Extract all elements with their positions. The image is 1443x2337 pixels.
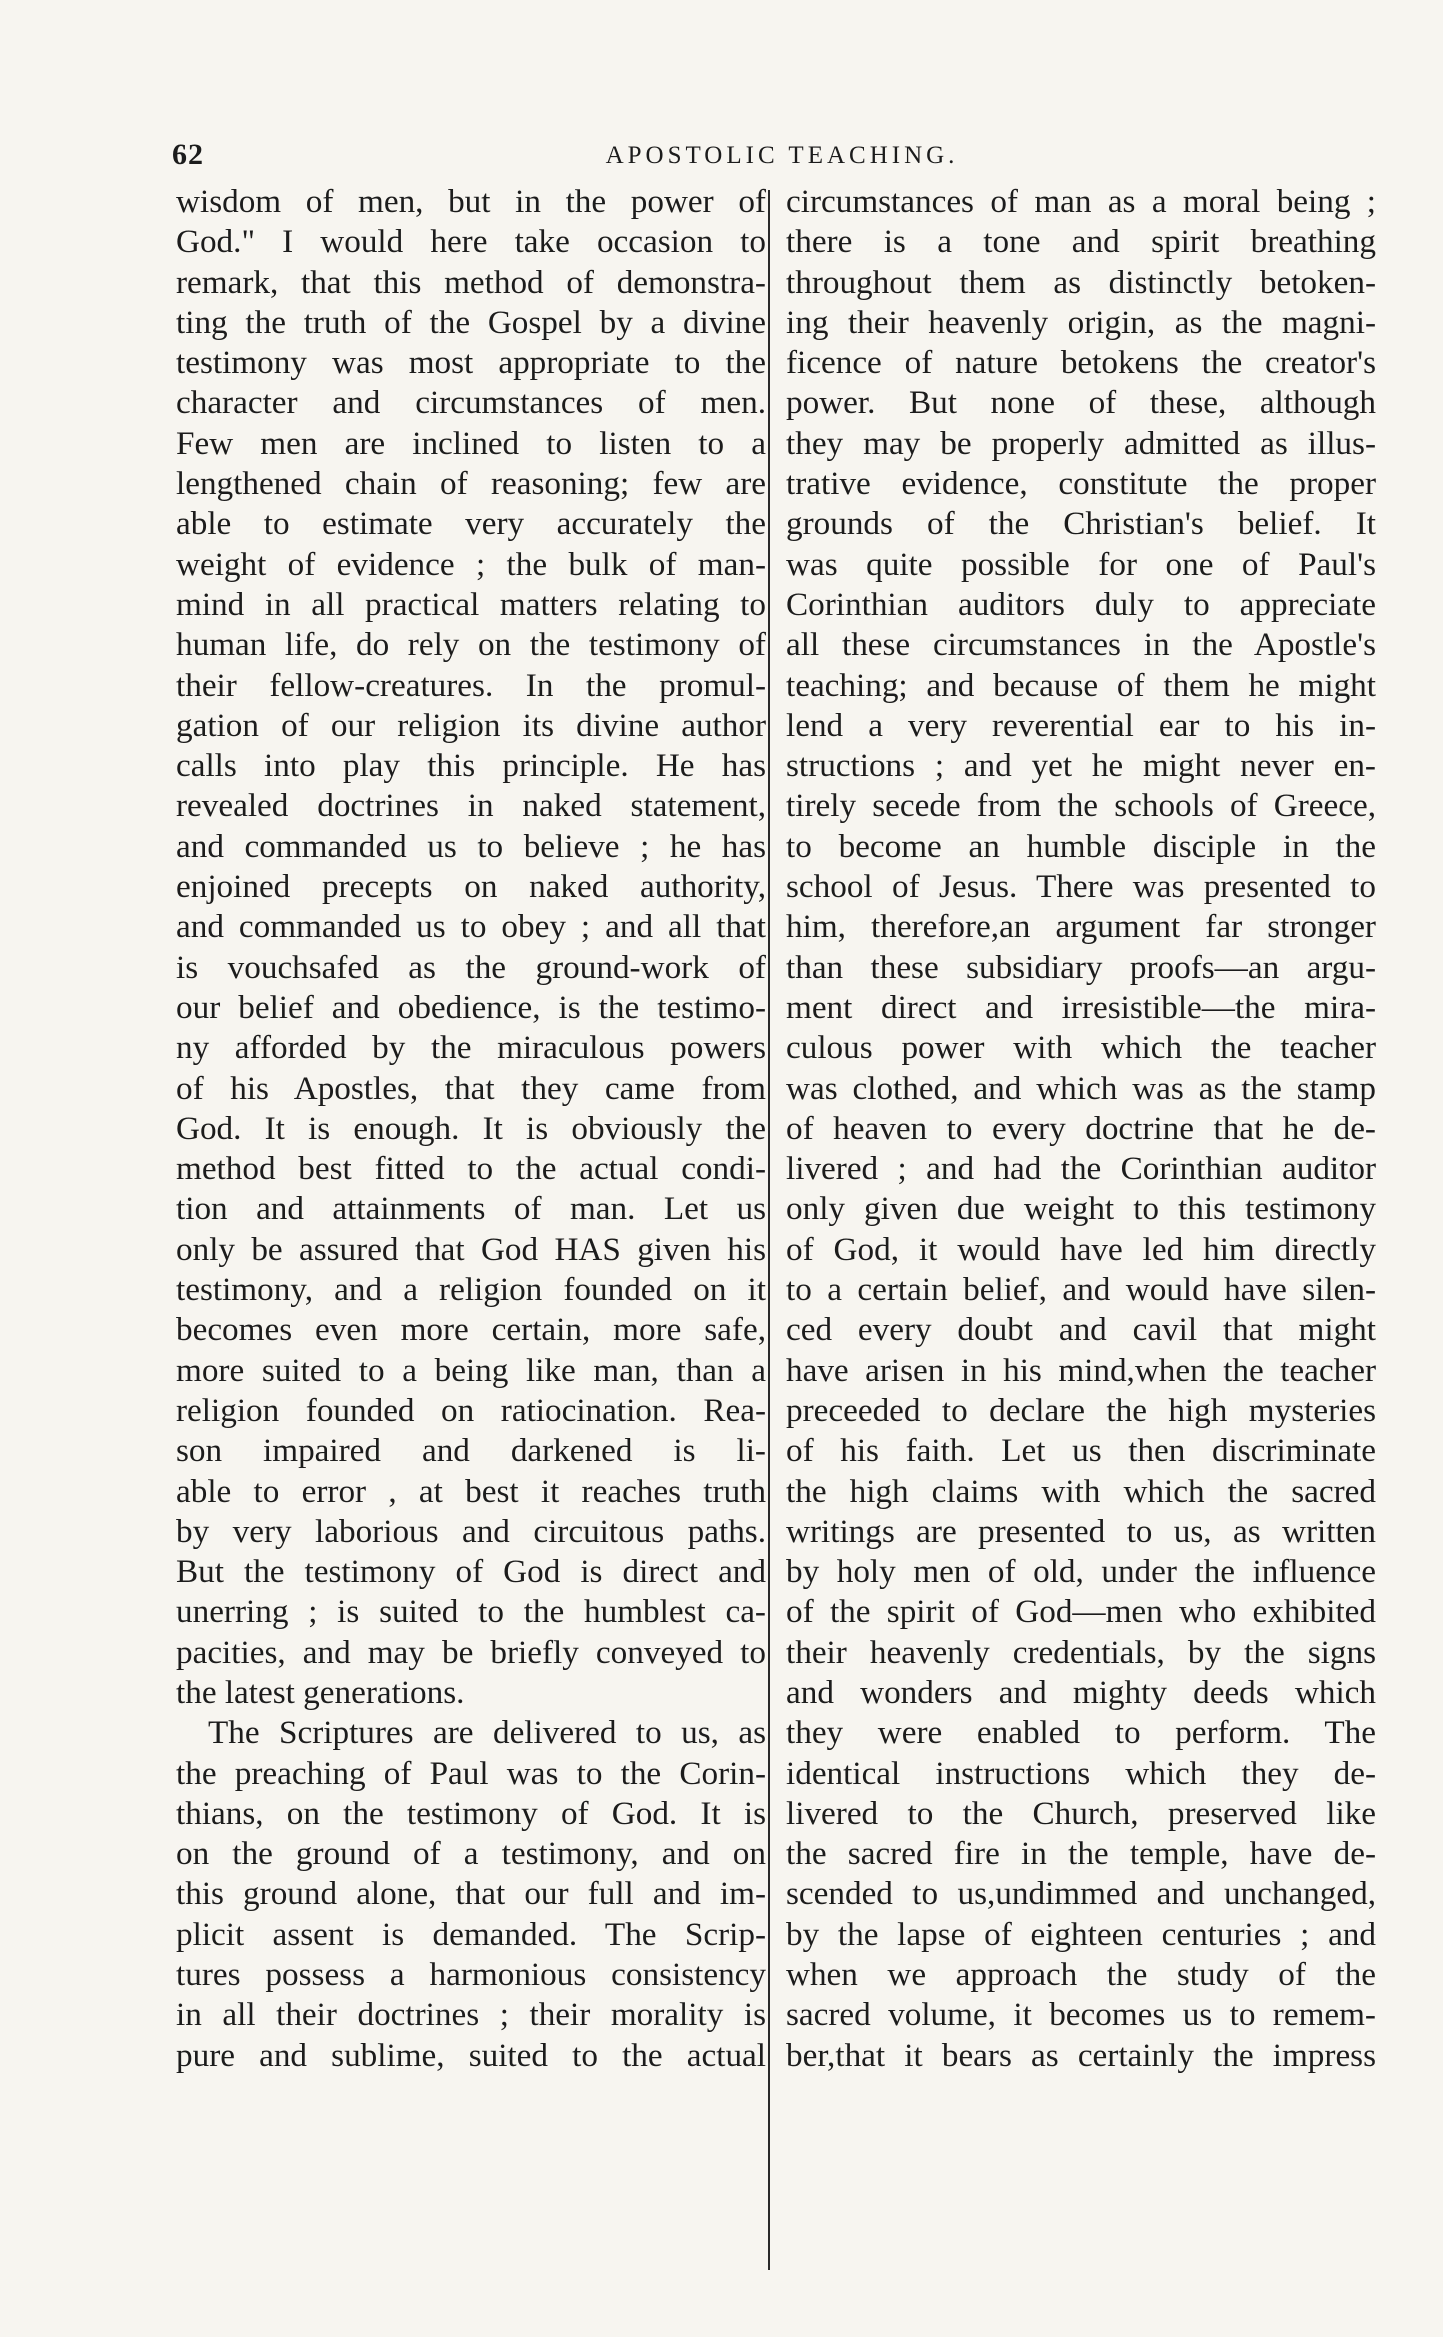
text-line: structions ; and yet he might never en- [786, 747, 1376, 785]
text-line: was quite possible for one of Paul's [786, 545, 1376, 583]
text-line: the sacred fire in the temple, have de- [786, 1835, 1376, 1873]
text-line: their fellow-creatures. In the promul- [176, 666, 766, 704]
text-line: ment direct and irresistible—the mira- [786, 988, 1376, 1026]
text-line: power. But none of these, although [786, 384, 1376, 422]
text-line: writings are presented to us, as written [786, 1512, 1376, 1550]
text-line: preceeded to declare the high mysteries [786, 1391, 1376, 1429]
text-line: the high claims with which the sacred [786, 1472, 1376, 1510]
text-line: of God, it would have led him directly [786, 1230, 1376, 1268]
text-line: this ground alone, that our full and im- [176, 1875, 766, 1913]
text-line: and commanded us to obey ; and all that [176, 908, 766, 946]
text-line: ting the truth of the Gospel by a divine [176, 303, 766, 341]
text-line: of the spirit of God—men who exhibited [786, 1593, 1376, 1631]
page-header [172, 138, 1392, 178]
text-line: teaching; and because of them he might [786, 666, 1376, 704]
text-line: throughout them as distinctly betoken- [786, 263, 1376, 301]
text-line: ny afforded by the miraculous powers [176, 1029, 766, 1067]
text-line: in all their doctrines ; their morality is [176, 1996, 766, 2034]
text-line: and commanded us to believe ; he has [176, 827, 766, 865]
running-head: APOSTOLIC TEACHING. [605, 142, 959, 169]
text-line: school of Jesus. There was presented to [786, 868, 1376, 906]
text-line: they may be properly admitted as illus- [786, 424, 1376, 462]
text-line: wisdom of men, but in the power of [176, 183, 766, 220]
text-line: lengthened chain of reasoning; few are [176, 465, 766, 503]
text-line: more suited to a being like man, than a [176, 1351, 766, 1389]
text-line: they were enabled to perform. The [786, 1714, 1376, 1752]
text-line: becomes even more certain, more safe, [176, 1311, 766, 1349]
text-line: him, therefore,an argument far stronger [786, 908, 1376, 946]
text-line: calls into play this principle. He has [176, 747, 766, 785]
text-line: livered to the Church, preserved like [786, 1794, 1376, 1832]
text-line: to become an humble disciple in the [786, 827, 1376, 865]
text-line: method best fitted to the actual condi- [176, 1150, 766, 1188]
text-line: of heaven to every doctrine that he de- [786, 1109, 1376, 1147]
text-line: pure and sublime, suited to the actual [176, 2036, 766, 2074]
left-column [176, 182, 766, 2076]
text-line: The Scriptures are delivered to us, as [208, 1714, 766, 1752]
text-line: testimony, and a religion founded on it [176, 1271, 766, 1309]
text-line: have arisen in his mind,when the teacher [786, 1351, 1376, 1389]
text-line: by very laborious and circuitous paths. [176, 1512, 766, 1550]
text-line: is vouchsafed as the ground-work of [176, 948, 766, 986]
text-line: able to estimate very accurately the [176, 505, 766, 543]
text-line: circumstances of man as a moral being ; [786, 183, 1376, 220]
text-line: unerring ; is suited to the humblest ca- [176, 1593, 766, 1631]
text-line: lend a very reverential ear to his in- [786, 706, 1376, 744]
text-line: culous power with which the teacher [786, 1029, 1376, 1067]
text-line: ced every doubt and cavil that might [786, 1311, 1376, 1349]
text-line: when we approach the study of the [786, 1956, 1376, 1994]
text-line: enjoined precepts on naked authority, [176, 868, 766, 906]
text-line: only be assured that God HAS given his [176, 1230, 766, 1268]
text-line: God. It is enough. It is obviously the [176, 1109, 766, 1147]
text-line: sacred volume, it becomes us to remem- [786, 1996, 1376, 2034]
text-line: of his faith. Let us then discriminate [786, 1432, 1376, 1470]
text-line: there is a tone and spirit breathing [786, 223, 1376, 261]
text-line: their heavenly credentials, by the signs [786, 1633, 1376, 1671]
text-line: ficence of nature betokens the creator's [786, 344, 1376, 382]
text-line: son impaired and darkened is li- [176, 1432, 766, 1470]
text-line: Corinthian auditors duly to appreciate [786, 585, 1376, 623]
text-line: by holy men of old, under the influence [786, 1553, 1376, 1591]
text-line: was clothed, and which was as the stamp [786, 1069, 1376, 1107]
text-line: scended to us,undimmed and unchanged, [786, 1875, 1376, 1913]
text-line: by the lapse of eighteen centuries ; and [786, 1915, 1376, 1953]
text-line: testimony was most appropriate to the [176, 344, 766, 382]
text-line: pacities, and may be briefly conveyed to [176, 1633, 766, 1671]
text-line: mind in all practical matters relating to [176, 585, 766, 623]
text-line: only given due weight to this testimony [786, 1190, 1376, 1228]
text-line: tures possess a harmonious consistency [176, 1956, 766, 1994]
text-line: grounds of the Christian's belief. It [786, 505, 1376, 543]
text-line: of his Apostles, that they came from [176, 1069, 766, 1107]
text-line: weight of evidence ; the bulk of man- [176, 545, 766, 583]
text-line: God." I would here take occasion to [176, 223, 766, 261]
text-line: thians, on the testimony of God. It is [176, 1794, 766, 1832]
right-column [786, 182, 1376, 2076]
text-line: identical instructions which they de- [786, 1754, 1376, 1792]
column-divider [768, 190, 770, 2270]
text-line: able to error , at best it reaches truth [176, 1472, 766, 1510]
text-line: and wonders and mighty deeds which [786, 1673, 1376, 1711]
text-line: ing their heavenly origin, as the magni- [786, 303, 1376, 341]
text-line: the latest generations. [176, 1673, 465, 1711]
text-line: our belief and obedience, is the testimo- [176, 988, 766, 1026]
text-line: to a certain belief, and would have silen- [786, 1271, 1376, 1309]
text-line: ber,that it bears as certainly the impress [786, 2036, 1376, 2074]
text-line: revealed doctrines in naked statement, [176, 787, 766, 825]
text-line: the preaching of Paul was to the Corin- [176, 1754, 766, 1792]
text-line: character and circumstances of men. [176, 384, 766, 422]
text-line: plicit assent is demanded. The Scrip- [176, 1915, 766, 1953]
text-line: Few men are inclined to listen to a [176, 424, 766, 462]
text-line: But the testimony of God is direct and [176, 1553, 766, 1591]
text-line: gation of our religion its divine author [176, 706, 766, 744]
text-line: than these subsidiary proofs—an argu- [786, 948, 1376, 986]
text-line: livered ; and had the Corinthian auditor [786, 1150, 1376, 1188]
text-line: remark, that this method of demonstra- [176, 263, 766, 301]
text-line: all these circumstances in the Apostle's [786, 626, 1376, 664]
page-number: 62 [172, 138, 204, 171]
text-line: trative evidence, constitute the proper [786, 465, 1376, 503]
text-line: tirely secede from the schools of Greece, [786, 787, 1376, 825]
text-line: religion founded on ratiocination. Rea- [176, 1391, 766, 1429]
text-line: human life, do rely on the testimony of [176, 626, 766, 664]
text-line: tion and attainments of man. Let us [176, 1190, 766, 1228]
text-line: on the ground of a testimony, and on [176, 1835, 766, 1873]
